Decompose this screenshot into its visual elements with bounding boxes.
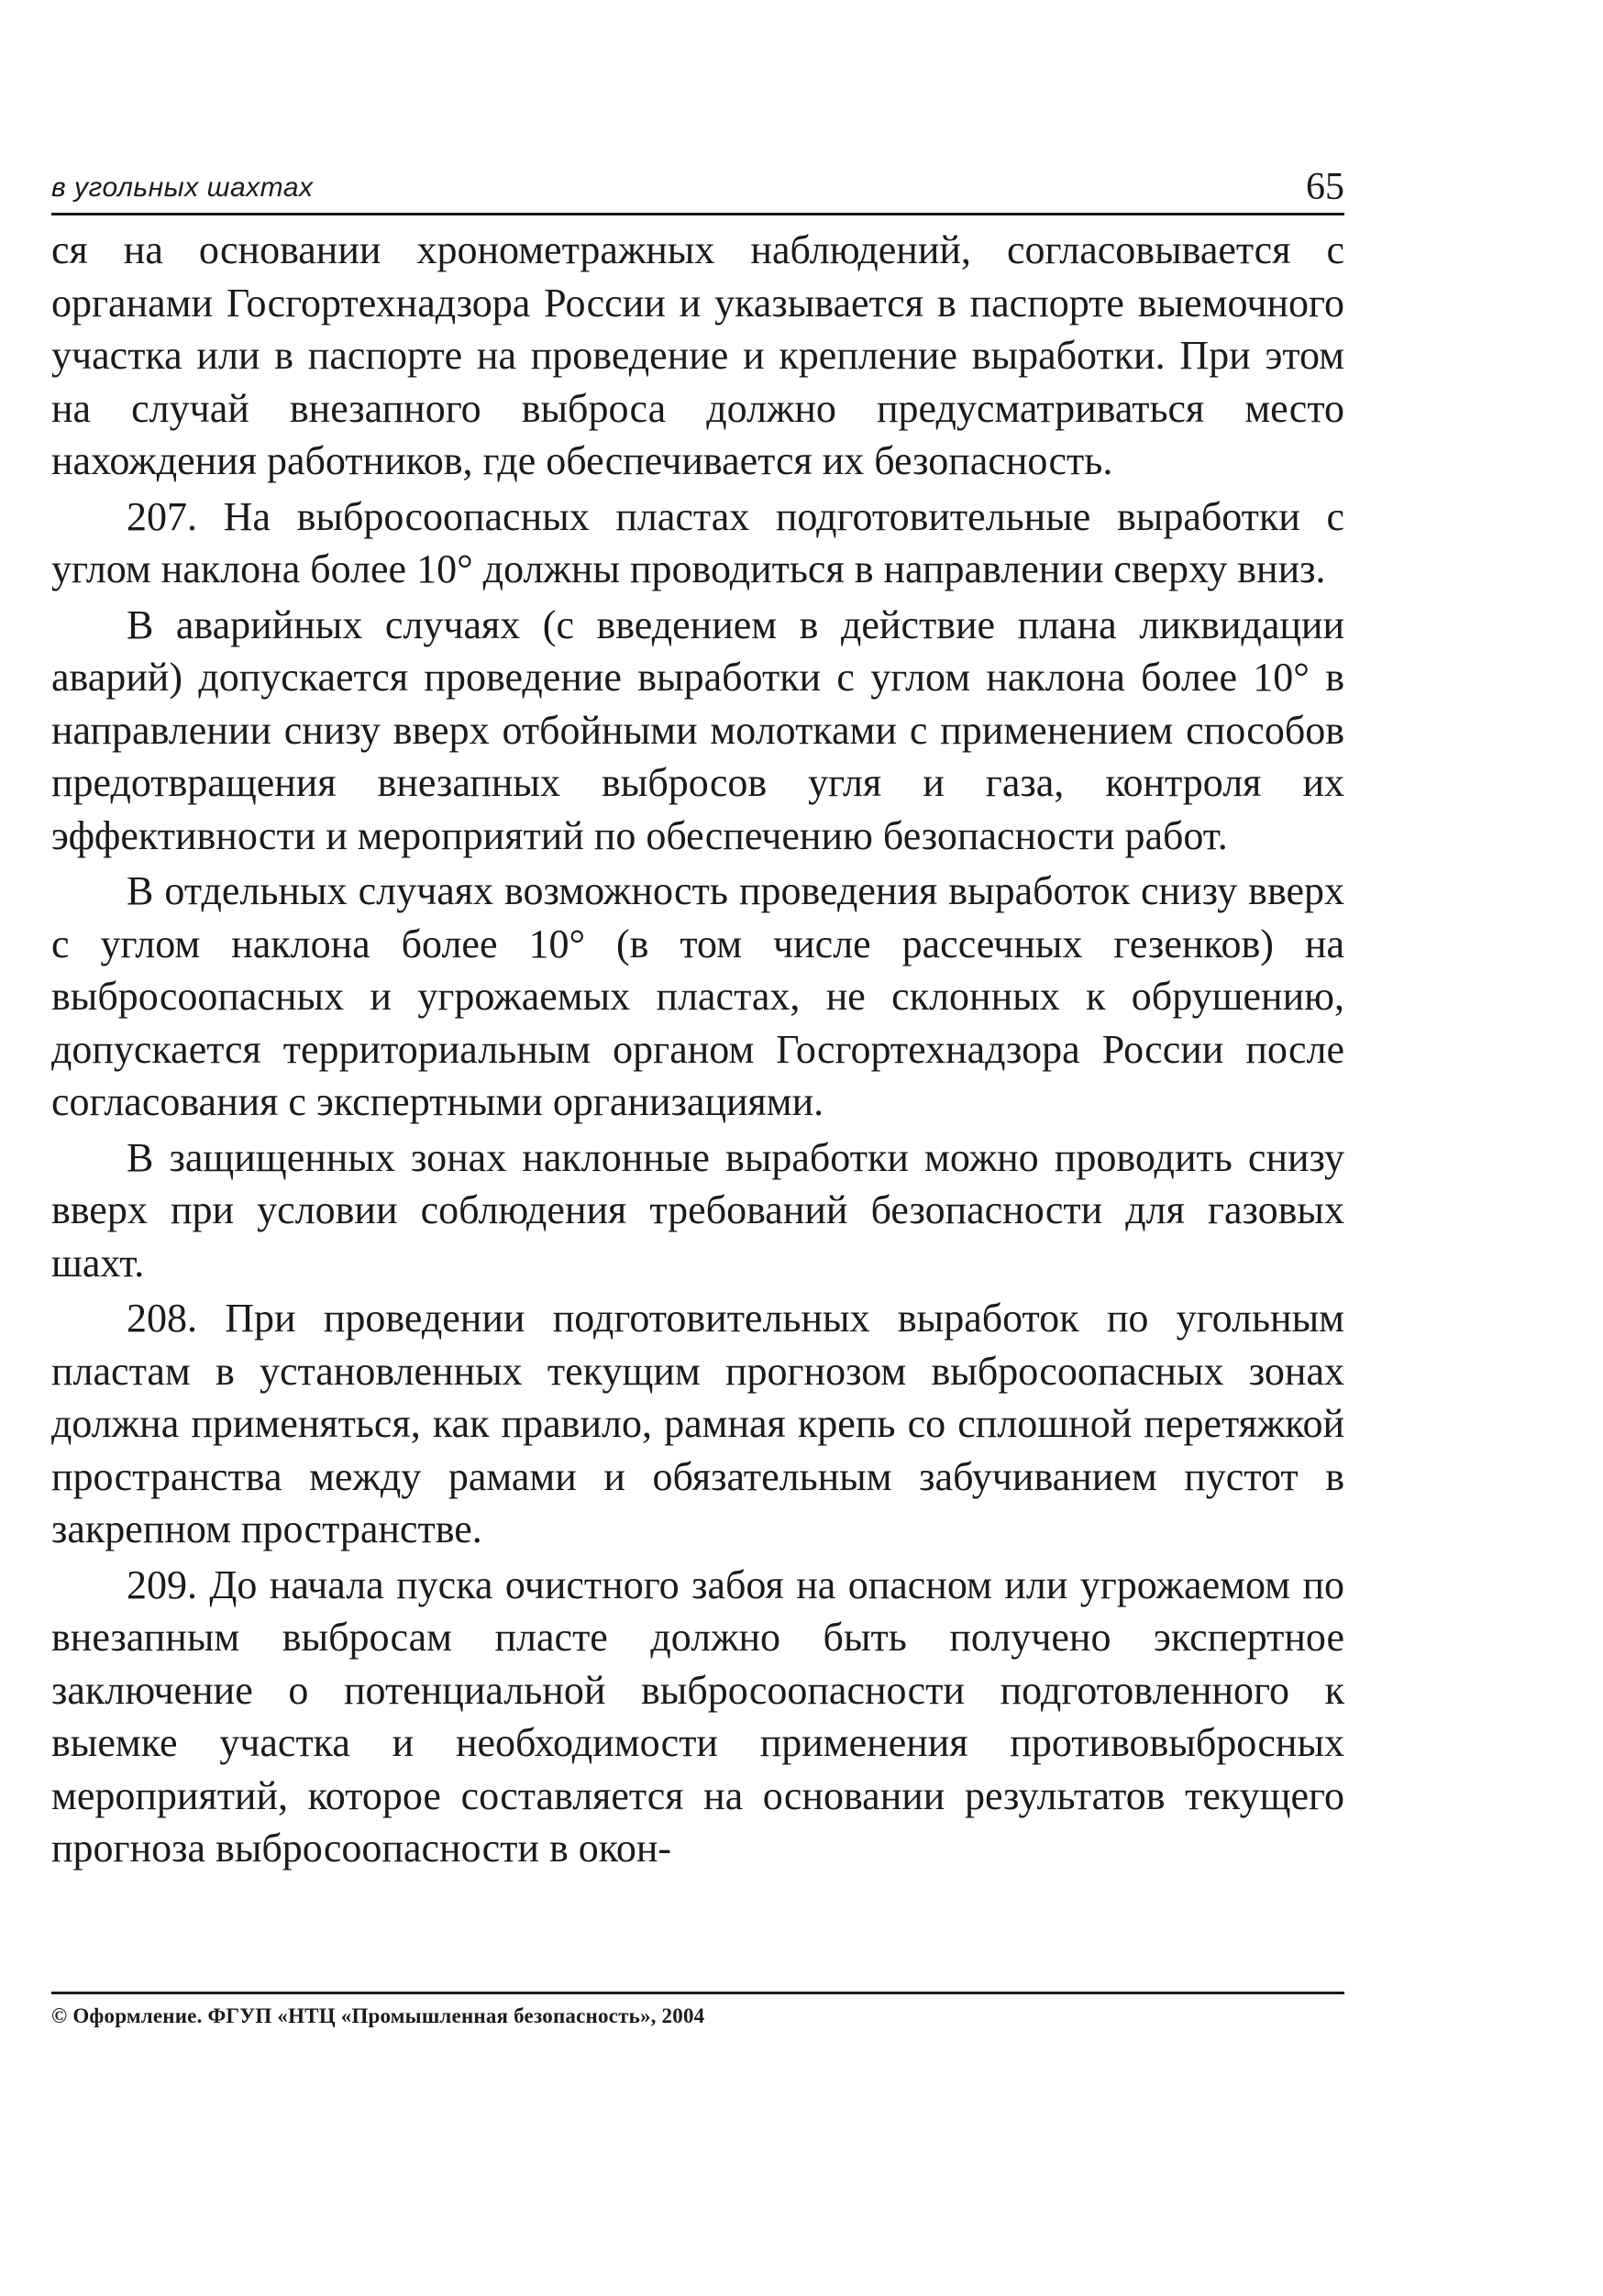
paragraph-208: 208. При проведении подготовительных выработок по угольным пластам в установленных текущим прогнозом выбросоопасных зонах должна применяться, как правило, рамная крепь со сплошной перетяжкой пространства между рамами и обязательным забучиванием пустот в закрепном пространстве.: [51, 1296, 1344, 1551]
paragraph-continuation: ся на основании хронометражных наблюдений, согласовывается с органами Госгортехнадзора России и указывается в паспорте выемочного участка или в паспорте на проведение и крепление выработки. При этом на случай внезапного выброса должно предусматриваться место нахождения работников, где обеспечивается их безопасность.: [51, 227, 1344, 483]
paragraph-protected-zones: В защищенных зонах наклонные выработки можно проводить снизу вверх при условии соблюдения требований безопасности для газовых шахт.: [51, 1134, 1344, 1286]
paragraph-209: 209. До начала пуска очистного забоя на опасном или угрожаемом по внезапным выбросам пласте должно быть получено экспертное заключение о потенциальной выбросоопасности подготовленного к выемке участка и необходимости применения противовыбросных мероприятий, которое составляется на основании результатов текущего прогноза выбросоопасности в окон-: [51, 1562, 1344, 1871]
running-header: [51, 154, 1344, 215]
body-text: [51, 224, 1344, 1878]
running-title: в угольных шахтах: [51, 172, 314, 203]
paragraph-207: 207. На выбросоопасных пластах подготовительные выработки с углом наклона более 10° должны проводиться в направлении сверху вниз.: [51, 493, 1344, 591]
paragraph-individual-cases: В отдельных случаях возможность проведения выработок снизу вверх с углом наклона более 10° (в том числе рассечных гезенков) на выбросоопасных и угрожаемых пластах, не склонных к обрушению, допускается территориальным органом Госгортехнадзора России после согласования с экспертными организациями.: [51, 868, 1344, 1124]
footer-divider: [51, 1992, 1344, 1994]
footer-copyright: © Оформление. ФГУП «НТЦ «Промышленная безопасность», 2004: [51, 2004, 705, 2027]
page-number: 65: [1306, 166, 1344, 208]
paragraph-emergency-cases: В аварийных случаях (с введением в действие плана ликвидации аварий) допускается проведение выработки с углом наклона более 10° в направлении снизу вверх отбойными молотками с применением способов предотвращения внезапных выбросов угля и газа, контроля их эффективности и мероприятий по обеспечению безопасности работ.: [51, 602, 1344, 858]
